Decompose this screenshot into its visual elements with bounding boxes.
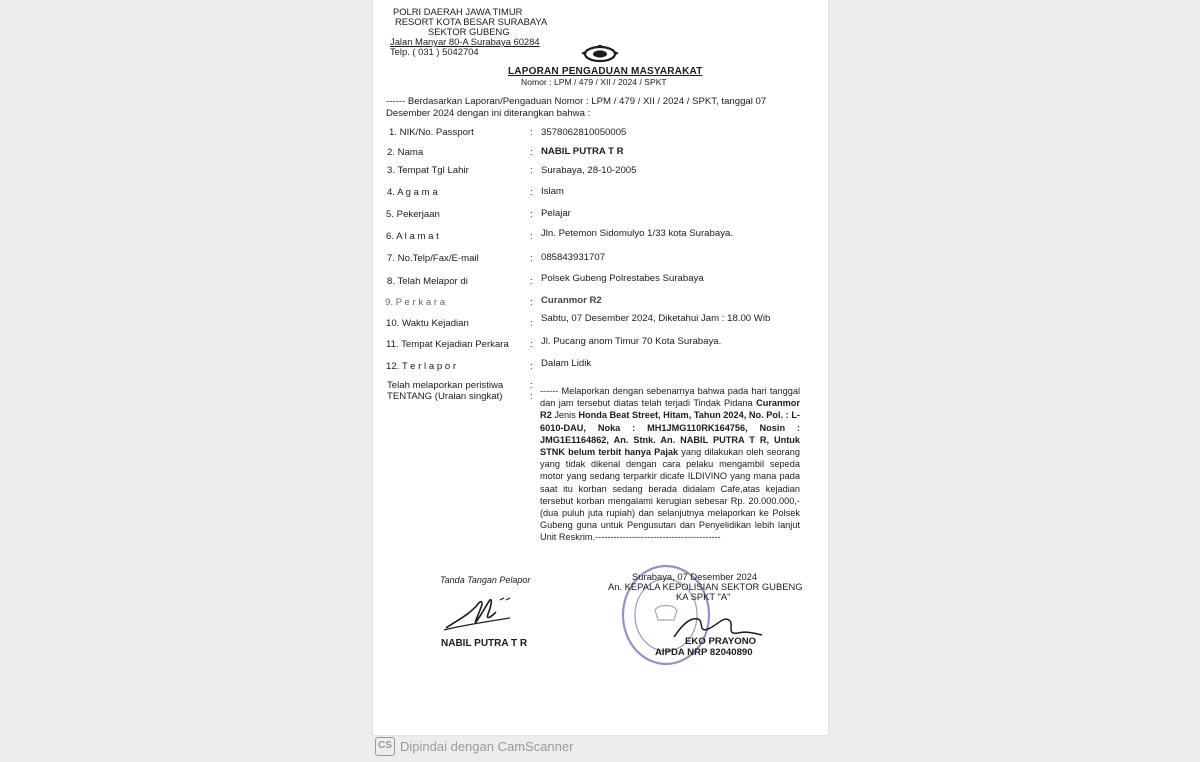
report-label-line1: Telah melaporkan peristiwa xyxy=(387,380,504,391)
incident-narrative xyxy=(540,385,800,544)
reporter-signature-caption: Tanda Tangan Pelapor xyxy=(440,575,531,585)
field-label-nama: 2. Nama xyxy=(387,147,424,158)
field-colon: : xyxy=(530,297,533,308)
report-colon: : xyxy=(530,391,533,402)
signing-authority-line2: KA SPKT "A" xyxy=(676,591,731,602)
field-value-melapor: Polsek Gubeng Polrestabes Surabaya xyxy=(541,273,704,284)
narrative-bold-part: Curanmor R2 xyxy=(540,398,800,421)
narrative-part: ------ Melaporkan dengan sebenarnya bahwa pada hari tanggal dan jam tersebut diatas telah terjadi Tindak Pidana xyxy=(540,386,800,409)
field-value-pekerjaan: Pelajar xyxy=(541,208,571,219)
report-colon: : xyxy=(530,380,533,391)
intro-line1: ------ Berdasarkan Laporan/Pengaduan Nomor : LPM / 479 / XII / 2024 / SPKT, tanggal 07 xyxy=(386,96,767,107)
document-title: LAPORAN PENGADUAN MASYARAKAT xyxy=(508,66,703,77)
field-label-alamat: 6. A l a m a t xyxy=(386,231,439,242)
reporter-signature-icon xyxy=(440,592,520,634)
field-colon: : xyxy=(530,339,533,350)
camscanner-logo-icon: CS xyxy=(375,737,395,756)
field-value-perkara: Curanmor R2 xyxy=(541,295,602,306)
field-colon: : xyxy=(530,165,533,176)
police-emblem-icon xyxy=(578,44,622,64)
field-colon: : xyxy=(530,253,533,264)
letterhead-line1: POLRI DAERAH JAWA TIMUR xyxy=(393,6,523,17)
field-label-ttl: 3. Tempat Tgl Lahir xyxy=(387,165,469,176)
document-number: Nomor : LPM / 479 / XII / 2024 / SPKT xyxy=(521,77,667,87)
field-label-agama: 4. A g a m a xyxy=(387,187,438,198)
field-value-waktu: Sabtu, 07 Desember 2024, Diketahui Jam : 18.00 Wib xyxy=(541,313,771,324)
letterhead-address: Jalan Manyar 80-A Surabaya 60284 xyxy=(390,36,540,47)
field-label-nik: 1. NIK/No. Passport xyxy=(389,127,474,138)
field-colon: : xyxy=(530,231,533,242)
report-label-line2: TENTANG (Uraian singkat) xyxy=(387,391,503,402)
field-colon: : xyxy=(530,276,533,287)
reporter-name: NABIL PUTRA T R xyxy=(441,638,528,649)
field-colon: : xyxy=(530,127,533,138)
camscanner-watermark xyxy=(375,737,573,756)
narrative-bold-part: Honda Beat Street, Hitam, Tahun 2024, No. Pol. : L-6010-DAU, Noka : MH1JMG110RK164756, Nosin : JMG1E1164862, An. Stnk. An. NABIL PUTRA T R, Untuk STNK belum terbit hanya Pajak xyxy=(540,410,800,458)
signing-authority-line1: An. KEPALA KEPOLISIAN SEKTOR GUBENG xyxy=(608,581,803,592)
field-colon: : xyxy=(530,187,533,198)
field-label-terlapor: 12. T e r l a p o r xyxy=(386,361,457,372)
field-value-agama: Islam xyxy=(541,186,564,197)
field-label-telp: 7. No.Telp/Fax/E-mail xyxy=(387,253,479,264)
field-value-alamat: Jln. Petemon Sidomulyo 1/33 kota Surabaya. xyxy=(541,228,733,239)
letterhead-line3: SEKTOR GUBENG xyxy=(428,26,510,37)
letterhead-phone: Telp. ( 031 ) 5042704 xyxy=(390,46,479,57)
field-label-perkara: 9. P e r k a r a xyxy=(385,297,446,308)
field-label-pekerjaan: 5. Pekerjaan xyxy=(386,209,440,220)
field-value-nama: NABIL PUTRA T R xyxy=(541,146,624,157)
field-colon: : xyxy=(530,361,533,372)
field-label-waktu: 10. Waktu Kejadian xyxy=(386,318,469,329)
letterhead-line2: RESORT KOTA BESAR SURABAYA xyxy=(395,16,548,27)
narrative-part: yang dilakukan oleh seorang yang tidak dikenal dengan cara pelaku mengambil sepeda motor yang sedang terparkir dicafe ILDIVINO yang mana pada saat itu korban sedang berada didalam Cafe,atas kejadian tersebut korban mengalami kerugian sebesar Rp. 20.000.000,- (dua puluh juta rupiah) dan selanjutnya melaporkan ke Polsek Gubeng guna untuk Pengusutan dan Penyelidikan lebih lanjut Unit Reskrim.----------------------------------------- xyxy=(540,447,800,543)
narrative-part: Jenis xyxy=(551,410,579,421)
field-label-melapor: 8. Telah Melapor di xyxy=(387,276,468,287)
camscanner-text: Dipindai dengan CamScanner xyxy=(400,739,574,754)
official-name: EKO PRAYONO xyxy=(685,636,757,647)
field-value-nik: 3578062810050005 xyxy=(541,127,627,138)
field-value-telp: 085843931707 xyxy=(541,252,606,263)
field-value-ttl: Surabaya, 28-10-2005 xyxy=(541,165,637,176)
field-value-terlapor: Dalam Lidik xyxy=(541,358,592,369)
official-rank-nrp: AIPDA NRP 82040890 xyxy=(655,647,753,658)
field-colon: : xyxy=(530,318,533,329)
field-value-tkp: Jl. Pucang anom Timur 70 Kota Surabaya. xyxy=(541,336,722,347)
field-label-tkp: 11. Tempat Kejadian Perkara xyxy=(386,339,509,350)
field-colon: : xyxy=(530,209,533,220)
field-colon: : xyxy=(530,147,533,158)
intro-line2: Desember 2024 dengan ini diterangkan bahwa : xyxy=(386,108,591,119)
signing-place-date: Surabaya, 07 Desember 2024 xyxy=(632,571,758,582)
